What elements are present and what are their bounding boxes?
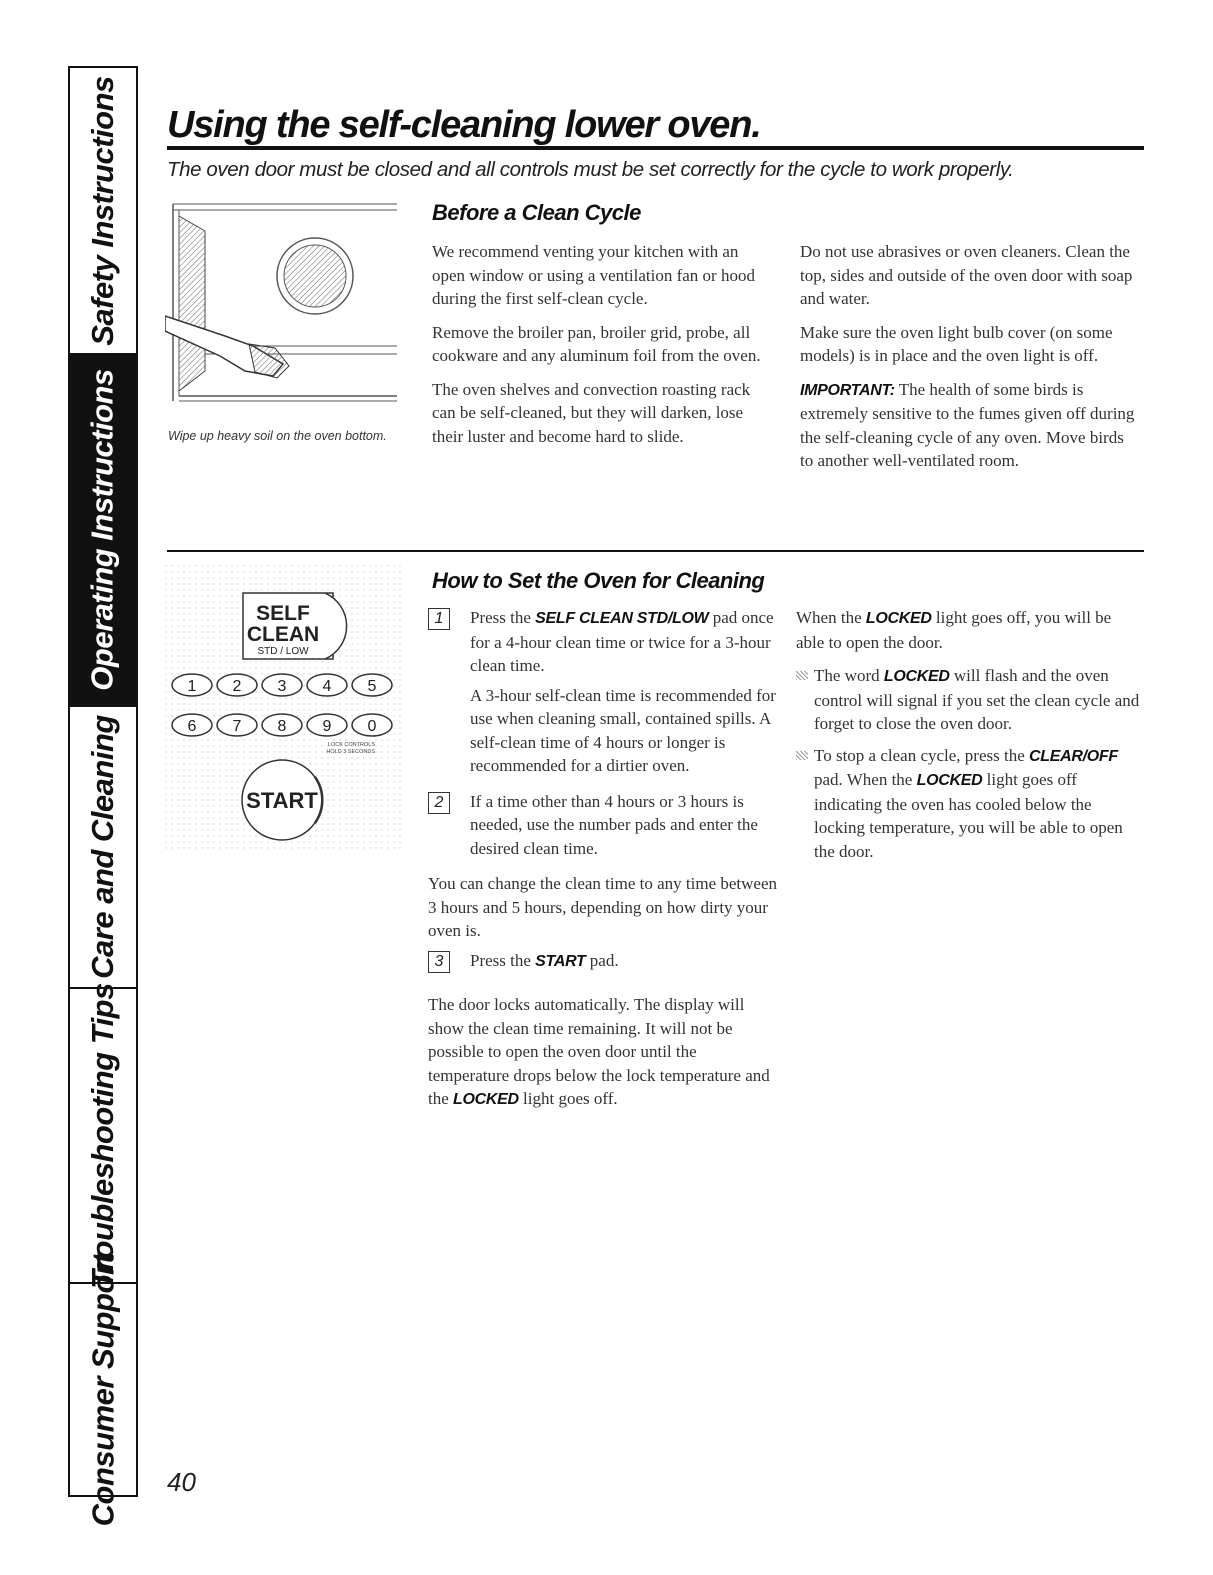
bullet-item bbox=[796, 744, 1141, 864]
paragraph: You can change the clean time to any time between 3 hours and 5 hours, depending on how dirty your oven is. bbox=[428, 874, 778, 940]
step-1 bbox=[428, 606, 778, 784]
tab-safety-instructions[interactable] bbox=[70, 68, 136, 355]
tab-operating-instructions[interactable] bbox=[70, 355, 136, 707]
text: The word bbox=[814, 666, 880, 685]
paragraph: We recommend venting your kitchen with an open window or using a ventilation fan or hood during the first self-clean cycle. bbox=[432, 242, 755, 308]
bullet-icon bbox=[796, 751, 808, 760]
tab-label: Safety Instructions bbox=[85, 75, 120, 346]
text: light goes off indicating the oven has cooled below the locking temperature, you will be able to open the door. bbox=[814, 770, 1123, 861]
self-clean-button[interactable] bbox=[243, 593, 347, 659]
page-title: Using the self-cleaning lower oven. bbox=[167, 104, 761, 146]
oven-wipe-illustration bbox=[165, 196, 405, 411]
step-2 bbox=[428, 790, 778, 867]
paragraph bbox=[796, 606, 1141, 654]
step-instruction bbox=[470, 606, 778, 678]
text: pad. bbox=[589, 950, 619, 970]
step-instruction bbox=[470, 949, 619, 974]
pad-name: START bbox=[535, 952, 586, 970]
tab-label: Troubleshooting Tips bbox=[85, 982, 120, 1289]
number-key-2[interactable] bbox=[217, 674, 257, 696]
important-text: The health of some birds is extremely sensitive to the fumes given off during the self-cleaning cycle of any oven. Move birds to another well-ventilated room. bbox=[800, 379, 1135, 470]
tab-label: Operating Instructions bbox=[85, 369, 121, 691]
paragraph bbox=[428, 993, 778, 1112]
paragraph: Remove the broiler pan, broiler grid, probe, all cookware and any aluminum foil from the oven. bbox=[432, 322, 761, 365]
paragraph: Do not use abrasives or oven cleaners. Clean the top, sides and outside of the oven door with soap and water. bbox=[800, 242, 1133, 308]
page-number: 40 bbox=[167, 1467, 196, 1497]
step-3 bbox=[428, 949, 778, 980]
bullet-text bbox=[814, 744, 1141, 864]
number-pad-row-1 bbox=[172, 674, 392, 696]
key-label: 8 bbox=[277, 718, 287, 735]
important-paragraph bbox=[800, 378, 1140, 473]
self-clean-label-2: CLEAN bbox=[246, 623, 320, 646]
text: will flash and the oven control will signal if you set the clean cycle and forget to close the oven door. bbox=[814, 666, 1140, 733]
step-instruction: If a time other than 4 hours or 3 hours is needed, use the number pads and enter the desired clean time. bbox=[470, 791, 758, 858]
indicator-name: LOCKED bbox=[916, 772, 983, 789]
tab-label: Care and Cleaning bbox=[85, 715, 120, 979]
text: Press the bbox=[470, 608, 531, 627]
text: When the bbox=[796, 608, 862, 627]
how-column-2 bbox=[796, 606, 1141, 871]
pad-name: SELF CLEAN STD/LOW bbox=[535, 610, 709, 627]
start-button[interactable] bbox=[242, 760, 322, 840]
text: pad once for a 4-hour clean time or twice for a 3-hour clean time. bbox=[470, 608, 774, 675]
step-number: 1 bbox=[428, 608, 450, 630]
number-key-9[interactable] bbox=[307, 714, 347, 736]
key-label: 6 bbox=[187, 718, 197, 735]
step-number: 3 bbox=[428, 951, 450, 973]
number-key-4[interactable] bbox=[307, 674, 347, 696]
self-clean-label-3: STD / LOW bbox=[257, 646, 309, 657]
how-column-1 bbox=[428, 606, 778, 1122]
key-label: 0 bbox=[367, 718, 377, 735]
key-label: 3 bbox=[277, 678, 287, 695]
indicator-name: LOCKED bbox=[883, 668, 950, 685]
tab-consumer-support[interactable] bbox=[70, 1253, 136, 1526]
indicator-name: LOCKED bbox=[865, 610, 932, 627]
title-divider bbox=[167, 146, 1144, 150]
step-note: A 3-hour self-clean time is recommended for use when cleaning small, contained spills. A self-clean time of 4 hours or longer is recommended for a dirtier oven. bbox=[470, 685, 776, 775]
hold-seconds-label: HOLD 3 SECONDS bbox=[326, 749, 375, 755]
tab-label: Consumer Support bbox=[85, 1253, 121, 1526]
paragraph: Make sure the oven light bulb cover (on some models) is in place and the oven light is off. bbox=[800, 322, 1113, 365]
text: light goes off, you will be able to open the door. bbox=[796, 608, 1112, 652]
section-heading-before-clean: Before a Clean Cycle bbox=[432, 200, 641, 225]
text: To stop a clean cycle, press the bbox=[814, 745, 1025, 765]
number-key-5[interactable] bbox=[352, 674, 392, 696]
page-subtitle: The oven door must be closed and all controls must be set correctly for the cycle to work properly. bbox=[167, 158, 1014, 181]
step-body bbox=[470, 606, 778, 784]
text: pad. When the bbox=[814, 770, 913, 789]
text: The door locks automatically. The display will show the clean time remaining. It will not be possible to open the oven door until the temperature drops below the lock temperature and the bbox=[428, 995, 770, 1108]
tab-care-and-cleaning[interactable] bbox=[70, 707, 136, 989]
number-key-0[interactable] bbox=[352, 714, 392, 736]
number-key-1[interactable] bbox=[172, 674, 212, 696]
bullet-text bbox=[814, 664, 1141, 736]
bullet-icon bbox=[796, 671, 808, 680]
number-key-6[interactable] bbox=[172, 714, 212, 736]
tab-troubleshooting-tips[interactable] bbox=[70, 982, 136, 1289]
key-label: 4 bbox=[322, 678, 332, 695]
section-divider bbox=[167, 550, 1144, 552]
control-panel-illustration bbox=[165, 565, 405, 855]
number-pad-row-2 bbox=[172, 714, 392, 736]
number-key-8[interactable] bbox=[262, 714, 302, 736]
step-number: 2 bbox=[428, 792, 450, 814]
pad-name: CLEAR/OFF bbox=[1029, 747, 1118, 765]
section-tab-rail bbox=[68, 66, 138, 1526]
before-column-2 bbox=[800, 240, 1140, 483]
key-label: 5 bbox=[367, 678, 377, 695]
key-label: 9 bbox=[322, 718, 332, 735]
paragraph: The oven shelves and convection roasting rack can be self-cleaned, but they will darken, lose their luster and become hard to slide. bbox=[432, 379, 751, 446]
number-key-7[interactable] bbox=[217, 714, 257, 736]
bullet-item bbox=[796, 664, 1141, 736]
indicator-name: LOCKED bbox=[453, 1091, 519, 1108]
number-key-3[interactable] bbox=[262, 674, 302, 696]
key-label: 2 bbox=[232, 678, 242, 695]
text: Press the bbox=[470, 950, 531, 970]
key-label: 1 bbox=[187, 678, 197, 695]
key-label: 7 bbox=[232, 718, 242, 735]
text: light goes off. bbox=[523, 1089, 618, 1108]
section-heading-how-to-clean: How to Set the Oven for Cleaning bbox=[432, 568, 765, 593]
important-label: IMPORTANT: bbox=[800, 381, 895, 399]
before-column-1 bbox=[432, 240, 772, 458]
self-clean-label-1: SELF bbox=[256, 602, 310, 625]
step-body bbox=[470, 949, 619, 980]
step-body bbox=[470, 790, 778, 867]
illustration-caption: Wipe up heavy soil on the oven bottom. bbox=[168, 429, 387, 443]
lock-controls-label: LOCK CONTROLS bbox=[327, 742, 375, 748]
start-label: START bbox=[246, 788, 318, 813]
